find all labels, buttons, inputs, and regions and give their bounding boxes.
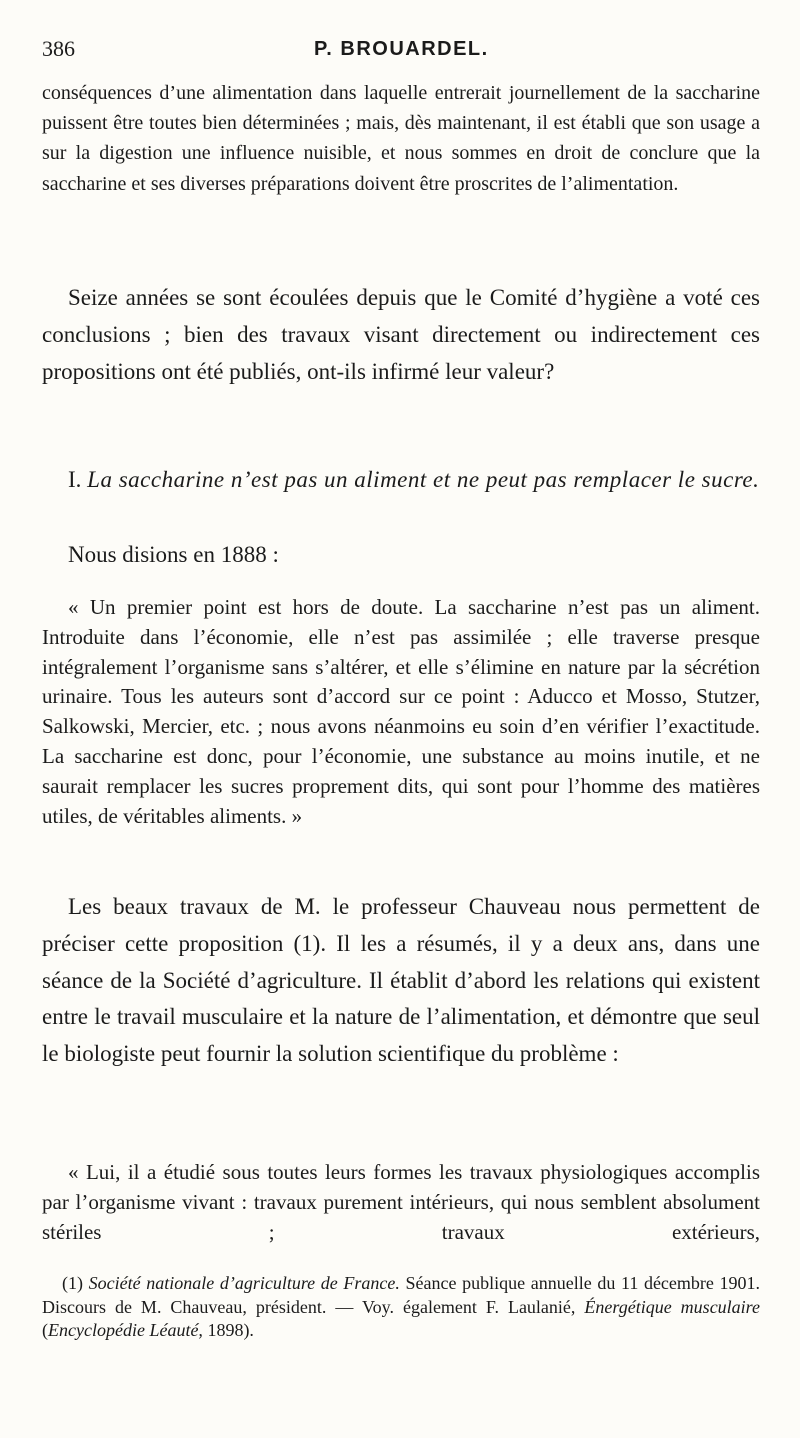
footnote-mark: (1) bbox=[62, 1273, 83, 1293]
quote-2-text: « Lui, il a étudié sous toutes leurs formes les travaux physiologiques accomplis par l’organisme vivant : travaux purement intérieurs, qui nous semblent absolument stériles ; travaux extérieurs, bbox=[42, 1160, 760, 1244]
paragraph-3-text: Les beaux travaux de M. le professeur Chauveau nous permettent de préciser cette proposition (1). Il les a résumés, il y a deux ans, dans une séance de la Société d’agriculture. Il établit d’abord les relations qui existent entre le travail musculaire et la nature de l’alimentation, et démontre que seul le biologiste peut fournir la solution scientifique du problème : bbox=[42, 894, 760, 1067]
footnote-encyclopedia: Encyclopédie Léauté, bbox=[48, 1320, 203, 1340]
footnote-text-2: ( bbox=[42, 1320, 48, 1340]
page-header bbox=[42, 36, 762, 66]
quote-2 bbox=[42, 1158, 760, 1247]
footnote-text bbox=[42, 1272, 760, 1343]
paragraph-1 bbox=[42, 78, 760, 199]
paragraph-3 bbox=[42, 889, 760, 1073]
quote-1 bbox=[42, 593, 760, 831]
section-title: La saccharine n’est pas un aliment et ne peut pas remplacer le sucre. bbox=[87, 467, 760, 492]
quote-1-text: « Un premier point est hors de doute. La saccharine n’est pas un aliment. Introduite dans l’économie, elle n’est pas assimilée ; elle traverse presque intégralement l’organisme sans s’altérer, et elle s’élimine en nature par la sécrétion urinaire. Tous les auteurs sont d’accord sur ce point : Aducco et Mosso, Stutzer, Salkowski, Mercier, etc. ; nous avons néanmoins eu soin d’en vérifier l’exactitude. La saccharine est donc, pour l’économie, une substance au moins inutile, et ne saurait remplacer les sucres proprement dits, qui sont pour l’homme des matières utiles, de véritables aliments. » bbox=[42, 595, 760, 828]
page-number: 386 bbox=[42, 36, 75, 61]
intro-line-text: Nous disions en 1888 : bbox=[68, 542, 279, 567]
paragraph-2 bbox=[42, 280, 760, 390]
footnote-text-1: Séance publique annuelle du 11 décembre 1901. Discours de M. Chauveau, président. — Voy. également F. Laulanié, bbox=[42, 1273, 761, 1317]
paragraph-2-text: Seize années se sont écoulées depuis que le Comité d’hygiène a voté ces conclusions ; bien des travaux visant directement ou indirectement ces propositions ont été publiés, ont-ils infirmé leur valeur? bbox=[42, 285, 760, 384]
footnote-source: Société nationale d’agriculture de France. bbox=[88, 1273, 400, 1293]
running-head: P. BROUARDEL. bbox=[314, 38, 489, 60]
section-heading bbox=[42, 462, 760, 499]
footnote-work: Énergétique musculaire bbox=[584, 1296, 761, 1317]
section-number: I. bbox=[68, 467, 82, 492]
intro-line bbox=[42, 537, 760, 573]
paragraph-1-text: conséquences d’une alimentation dans laquelle entrerait journellement de la saccharine puissent être toutes bien déterminées ; mais, dès maintenant, il est établi que son usage a sur la digestion une influence nuisible, et nous sommes en droit de conclure que la saccharine et ses diverses préparations doivent être proscrites de l’alimentation. bbox=[42, 82, 760, 195]
footnote-text-3: 1898). bbox=[207, 1320, 254, 1340]
footnote bbox=[42, 1272, 760, 1343]
